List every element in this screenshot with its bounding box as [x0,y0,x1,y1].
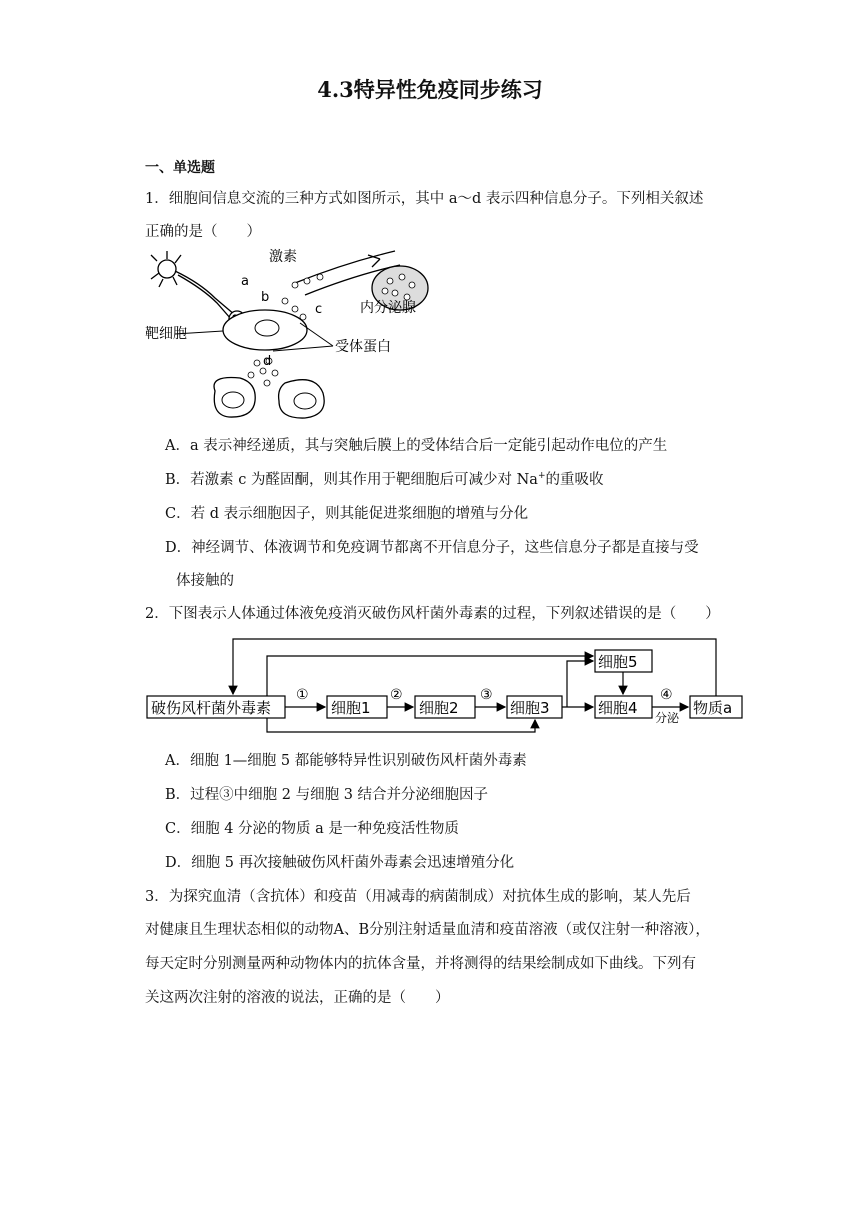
q1-option-a[interactable]: A．a 表示神经递质，其与突触后膜上的受体结合后一定能引起动作电位的产生 [165,438,668,454]
label-receptor: 受体蛋白 [335,339,391,355]
label-gland: 内分泌腺 [360,300,416,316]
q1-option-b-text: B．若激素 c 为醛固酮，则其作用于靶细胞后可减少对 Na [165,472,538,488]
step-4: ④ [660,687,673,703]
label-d: d [263,354,272,369]
q2-stem: 2．下图表示人体通过体液免疫消灭破伤风杆菌外毒素的过程，下列叙述错误的是（ ） [145,606,720,622]
label-cell5: 细胞5 [598,653,638,671]
q1-option-d-cont: 体接触的 [176,573,234,589]
label-hormone: 激素 [269,249,297,265]
page-title: 4.3特异性免疫同步练习 [317,77,543,102]
label-c: c [315,302,323,317]
label-cell4: 细胞4 [598,699,638,717]
label-secrete: 分泌 [655,711,680,725]
q2-option-a[interactable]: A．细胞 1—细胞 5 都能够特异性识别破伤风杆菌外毒素 [165,753,527,769]
label-cell1: 细胞1 [331,699,371,717]
q3-stem-line1: 3．为探究血清（含抗体）和疫苗（用减毒的病菌制成）对抗体生成的影响，某人先后 [145,889,691,905]
q2-option-b[interactable]: B．过程③中细胞 2 与细胞 3 结合并分泌细胞因子 [165,787,489,803]
q3-stem-line2: 对健康且生理状态相似的动物A、B分别注射适量血清和疫苗溶液（或仅注射一种溶液）， [145,922,710,938]
label-cell3: 细胞3 [510,699,550,717]
section-heading: 一、单选题 [145,160,215,176]
q1-stem-line2: 正确的是（ ） [145,224,261,240]
step-1: ① [296,687,309,703]
neuron-drawing [151,251,245,327]
step-3: ③ [480,687,493,703]
q1-option-b[interactable] [165,468,603,489]
label-a: a [241,274,249,289]
q1-option-b-tail: 的重吸收 [545,472,604,488]
q3-stem-line4: 关这两次注射的溶液的说法，正确的是（ ） [145,990,450,1006]
q2-option-d[interactable]: D．细胞 5 再次接触破伤风杆菌外毒素会迅速增殖分化 [165,855,515,871]
step-2: ② [390,687,403,703]
label-target: 靶细胞 [145,326,187,342]
q1-stem-line1: 1．细胞间信息交流的三种方式如图所示，其中 a～d 表示四种信息分子。下列相关叙述 [145,191,704,207]
q2-flowchart [145,636,745,736]
q2-option-c[interactable]: C．细胞 4 分泌的物质 a 是一种免疫活性物质 [165,821,459,837]
q1-option-b-sup: + [537,471,546,482]
q3-stem-line3: 每天定时分别测量两种动物体内的抗体含量，并将测得的结果绘制成如下曲线。下列有 [145,956,696,972]
q1-figure [145,243,435,421]
q1-option-c[interactable]: C．若 d 表示细胞因子，则其能促进浆细胞的增殖与分化 [165,506,529,522]
label-b: b [261,290,270,305]
label-cell2: 细胞2 [419,699,459,717]
q1-option-d[interactable]: D．神经调节、体液调节和免疫调节都离不开信息分子，这些信息分子都是直接与受 [165,540,699,556]
label-toxin: 破伤风杆菌外毒素 [151,699,272,717]
label-substance: 物质a [693,699,733,717]
